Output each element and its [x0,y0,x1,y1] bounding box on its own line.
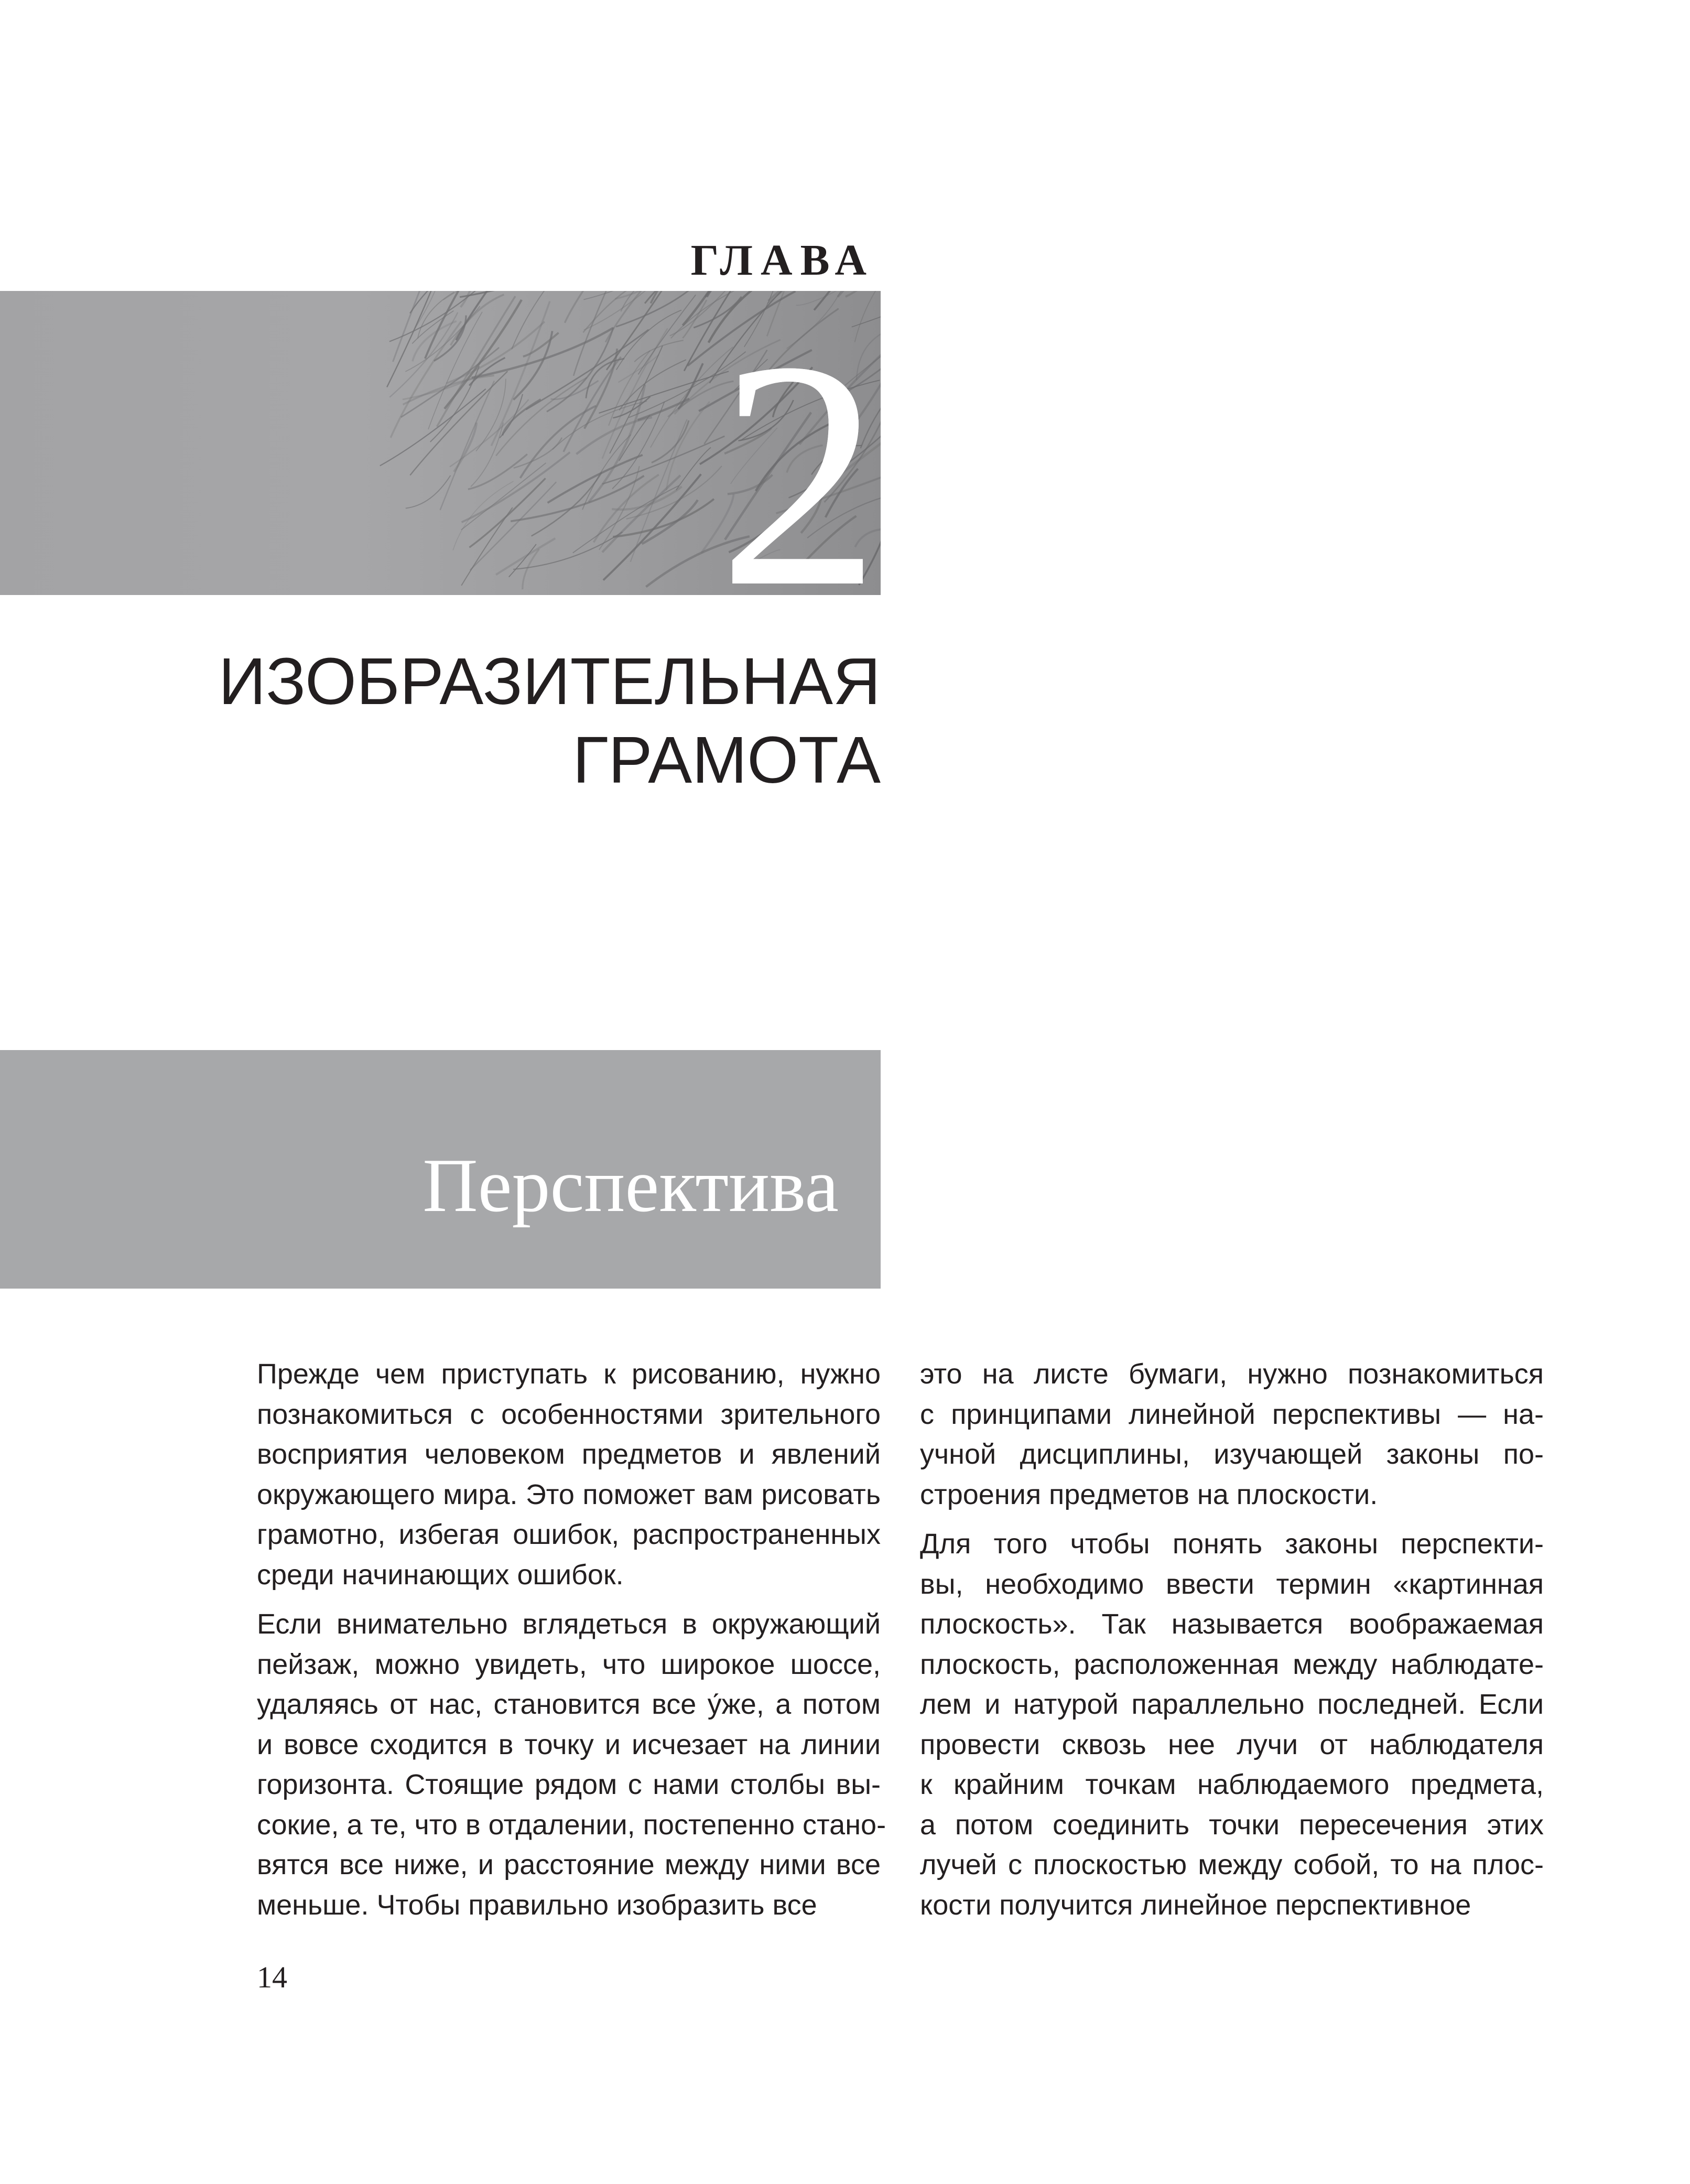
sketch-stroke [406,475,451,509]
text-line: кости получится линейное перспективное [920,1889,1471,1921]
sketch-stroke [612,486,682,510]
text-line: Если внимательно вглядеться в окружающий [257,1608,881,1640]
sketch-stroke [631,419,687,562]
text-line: окружающего мира. Это поможет вам рисовать [257,1478,881,1510]
text-line: восприятия человеком предметов и явлений [257,1439,881,1470]
sketch-stroke [440,381,494,511]
chapter-title [157,642,881,799]
sketch-stroke [389,291,493,342]
text-line: сокие, а те, что в отдалении, постепенно стано- [257,1809,886,1841]
text-line: меньше. Чтобы правильно изобразить все [257,1889,817,1921]
sketch-stroke [437,296,516,427]
sketch-stroke [403,375,494,405]
body-column-right [920,1354,1544,1934]
sketch-stroke [491,301,550,446]
sketch-stroke [453,481,514,550]
sketch-stroke [496,538,555,575]
text-line: строения предметов на плоскости. [920,1478,1378,1510]
text-line: горизонта. Стоящие рядом с нами столбы вы- [257,1769,881,1800]
sketch-stroke [468,454,527,489]
body-paragraph [257,1354,881,1595]
chapter-title-line-1: ИЗОБРАЗИТЕЛЬНАЯ [218,644,881,718]
text-line: вятся все ниже, и расстояние между ними все [257,1849,881,1880]
sketch-stroke [582,435,631,510]
text-line: познакомиться с особенностями зрительного [257,1398,881,1430]
body-paragraph [920,1524,1544,1925]
page-number: 14 [257,1960,287,1994]
text-line: вы, необходимо ввести термин «картинная [920,1568,1544,1600]
sketch-stroke [496,377,587,456]
sketch-stroke [621,291,675,311]
section-header-band [0,1050,881,1289]
body-paragraph [920,1354,1544,1515]
text-line: удаляясь от нас, становится все у́же, а потом [257,1689,881,1720]
text-line: с принципами линейной перспективы — на- [920,1398,1544,1430]
sketch-stroke [565,291,621,323]
text-line: а потом соединить точки пересечения этих [920,1809,1544,1841]
sketch-stroke [410,371,507,475]
text-line: Прежде чем приступать к рисованию, нужно [257,1358,881,1390]
sketch-stroke [520,406,596,478]
sketch-stroke [642,500,698,544]
text-line: провести сквозь нее лучи от наблюдателя [920,1728,1544,1760]
text-line: учной дисциплины, изучающей законы по- [920,1439,1544,1470]
section-title: Перспектива [422,1143,839,1228]
text-line: Для того чтобы понять законы перспекти- [920,1528,1544,1560]
text-line: к крайним точкам наблюдаемого предмета, [920,1769,1544,1800]
text-line: это на листе бумаги, нужно познакомиться [920,1358,1544,1390]
sketch-stroke [393,291,447,362]
text-line: плоскость, расположенная между наблюдате- [920,1648,1544,1680]
text-line: плоскость». Так называется воображаемая [920,1608,1544,1640]
text-line: и вовсе сходится в точку и исчезает на линии [257,1728,881,1760]
chapter-label: ГЛАВА [690,236,874,285]
text-line: лем и натурой параллельно последней. Если [920,1689,1544,1720]
text-line: среди начинающих ошибок. [257,1559,624,1591]
sketch-stroke [460,291,592,297]
text-line: пейзаж, можно увидеть, что широкое шоссе, [257,1648,881,1680]
chapter-number: 2 [718,295,881,654]
body-paragraph [257,1604,886,1925]
sketch-stroke [470,482,556,570]
body-column-left [257,1354,886,1934]
sketch-stroke [523,549,539,589]
text-line: лучей с плоскостью между собой, то на плос- [920,1849,1544,1880]
text-line: грамотно, избегая ошибок, распространенных [257,1519,881,1550]
chapter-title-line-2: ГРАМОТА [572,723,881,797]
